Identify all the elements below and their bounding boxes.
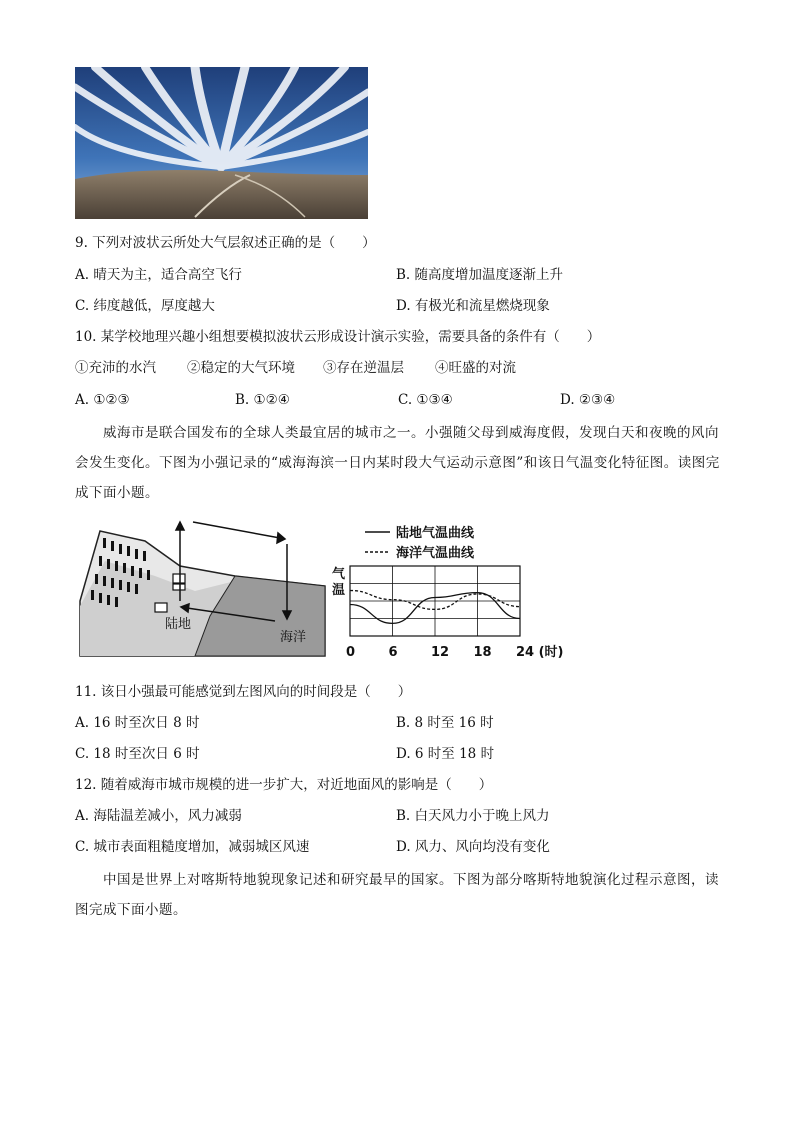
q11-option-c[interactable]: C. 18 时至次日 6 时	[75, 746, 200, 762]
q10-condition-4: ④旺盛的对流	[435, 360, 516, 376]
q12-stem: 12. 随着威海市城市规模的进一步扩大，对近地面风的影响是（ ）	[75, 777, 493, 793]
q11-option-a[interactable]: A. 16 时至次日 8 时	[75, 715, 200, 731]
land-sea-breeze-diagram	[75, 516, 330, 661]
land-label: 陆地	[165, 617, 192, 632]
x-tick-label: 12	[431, 645, 450, 660]
q12-option-b[interactable]: B. 白天风力小于晚上风力	[396, 808, 550, 824]
y-axis-label-2: 温	[332, 583, 346, 598]
q10-option-c[interactable]: C. ①③④	[398, 392, 453, 408]
q12-option-a[interactable]: A. 海陆温差减小，风力减弱	[75, 808, 242, 824]
q10-stem: 10. 某学校地理兴趣小组想要模拟波状云形成设计演示实验，需要具备的条件有（ ）	[75, 329, 601, 345]
legend-sea-label: 海洋气温曲线	[396, 546, 475, 561]
q10-condition-1: ①充沛的水汽	[75, 360, 156, 376]
x-tick-label: 24 (时)	[516, 645, 564, 660]
q9-option-c[interactable]: C. 纬度越低，厚度越大	[75, 298, 215, 314]
q9-option-d[interactable]: D. 有极光和流星燃烧现象	[396, 298, 550, 314]
legend-land-label: 陆地气温曲线	[396, 526, 475, 541]
y-axis-label-1: 气	[332, 567, 346, 582]
q10-condition-2: ②稳定的大气环境	[187, 360, 295, 376]
q11-option-b[interactable]: B. 8 时至 16 时	[396, 715, 494, 731]
q9-option-b[interactable]: B. 随高度增加温度逐渐上升	[396, 267, 564, 283]
q10-option-a[interactable]: A. ①②③	[75, 392, 130, 408]
x-tick-label: 18	[473, 645, 492, 660]
q11-option-d[interactable]: D. 6 时至 18 时	[396, 746, 495, 762]
passage-karst: 中国是世界上对喀斯特地貌现象记述和研究最早的国家。下图为部分喀斯特地貌演化过程示意图，读图完成下面小题。	[75, 872, 719, 918]
q11-stem: 11. 该日小强最可能感觉到左图风向的时间段是（ ）	[75, 684, 412, 700]
sea-label: 海洋	[280, 630, 307, 645]
temperature-chart	[330, 520, 570, 665]
x-tick-label: 0	[346, 645, 356, 660]
passage-weihai: 威海市是联合国发布的全球人类最宜居的城市之一。小强随父母到威海度假，发现白天和夜晚的风向会发生变化。下图为小强记录的“威海海滨一日内某时段大气运动示意图”和该日气温变化特征图。读图完成下面小题。	[75, 425, 720, 501]
q10-option-d[interactable]: D. ②③④	[560, 392, 616, 408]
q12-option-d[interactable]: D. 风力、风向均没有变化	[396, 839, 550, 855]
wave-cloud-photo	[75, 67, 368, 219]
q10-option-b[interactable]: B. ①②④	[235, 392, 290, 408]
q12-option-c[interactable]: C. 城市表面粗糙度增加，减弱城区风速	[75, 839, 310, 855]
q9-option-a[interactable]: A. 晴天为主，适合高空飞行	[75, 267, 242, 283]
q9-stem: 9. 下列对波状云所处大气层叙述正确的是（ ）	[75, 235, 376, 251]
q10-condition-3: ③存在逆温层	[323, 360, 404, 376]
x-tick-label: 6	[388, 645, 398, 660]
